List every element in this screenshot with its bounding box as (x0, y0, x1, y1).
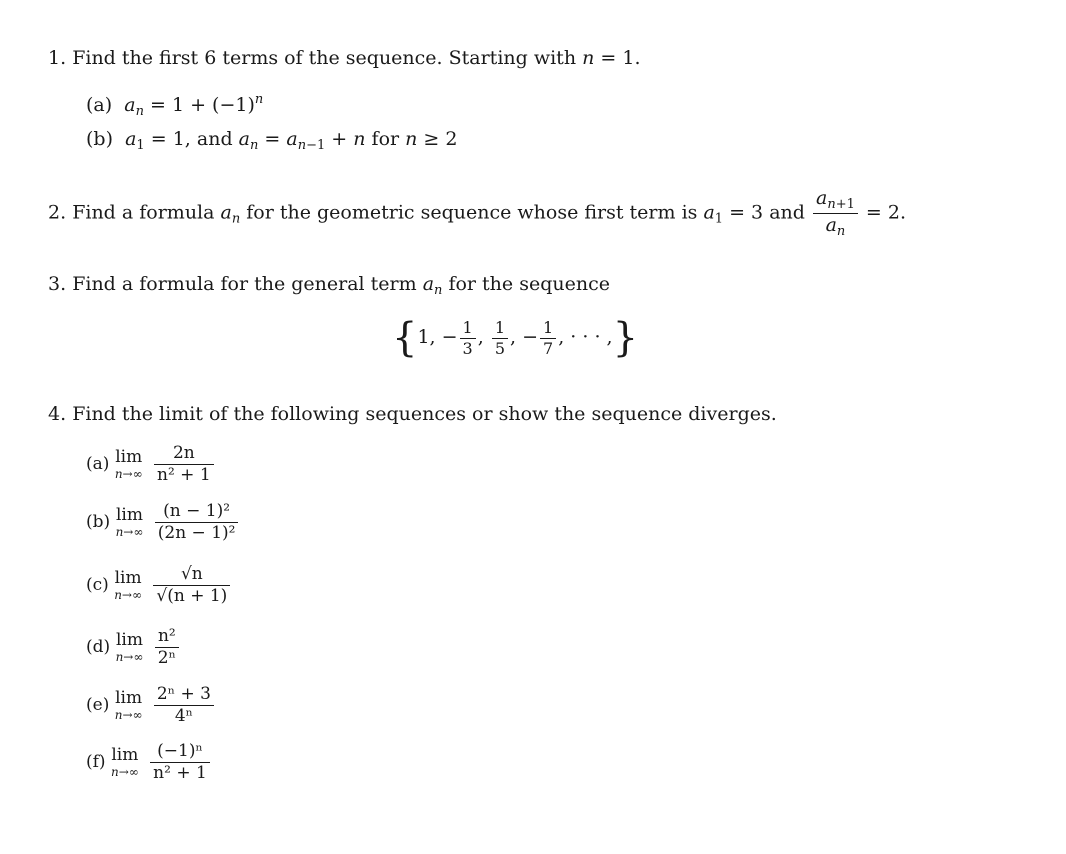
sequence-display: {1, − $\frac{1}{3}$ , $\frac{1}{5}$ , − $\frac{1}{7}$ , · · · ,} (392, 315, 639, 361)
problem-1b: (b) $a_1 = 1$, and $a_n = a_{n-1} + n$ for n ≥ 2 (86, 128, 458, 153)
limit-e: (e) lim n→∞ $\frac{\text{2ⁿ + 3}}{\text{4ⁿ}}$ (86, 686, 216, 725)
part-label: (a) (86, 94, 113, 116)
ratio-fraction: $\frac{a_{n+1}}{a_n}$ (813, 189, 858, 238)
problem-number: 4. (48, 403, 67, 425)
problem-3: 3. Find a formula for the general term $a_n$ for the sequence (48, 273, 610, 298)
problem-number: 2. (48, 201, 67, 224)
n-var: n (582, 47, 595, 69)
problem-1: 1. Find the first 6 terms of the sequence. Starting with n = 1. (48, 47, 641, 69)
problem-1a: (a) $a_n = 1 + (-1)^n$ (86, 92, 264, 119)
part-label: (b) (86, 128, 113, 150)
limit-d: (d) lim n→∞ $\frac{\text{n²}}{\text{2ⁿ}}$ (86, 628, 181, 667)
and-text: and (196, 128, 233, 150)
limit-b: (b) lim n→∞ $\frac{\text{(n − 1)²}}{\text{(2n − 1)²}}$ (86, 503, 240, 542)
problem-number: 3. (48, 273, 67, 295)
limit-a: (a) lim n→∞ $\frac{2n}{\text{n² + 1}}$ (86, 445, 216, 484)
for-text: for (371, 128, 400, 150)
limit-f: (f) lim n→∞ $\frac{\text{(−1)ⁿ}}{\text{n² + 1}}$ (86, 743, 212, 782)
problem-text: Find the first 6 terms of the sequence. Starting with (72, 47, 577, 69)
problem-number: 1. (48, 47, 67, 69)
problem-2: 2. Find a formula $a_n$ for the geometric sequence whose first term is $a_1 = 3$ and $\frac{a_{n+1}}{a_n}$ = 2. (48, 187, 906, 239)
problem-4: 4. Find the limit of the following sequences or show the sequence diverges. (48, 403, 777, 425)
limit-c: (c) lim n→∞ $\frac{√n}{√(n + 1)}$ (86, 566, 232, 605)
